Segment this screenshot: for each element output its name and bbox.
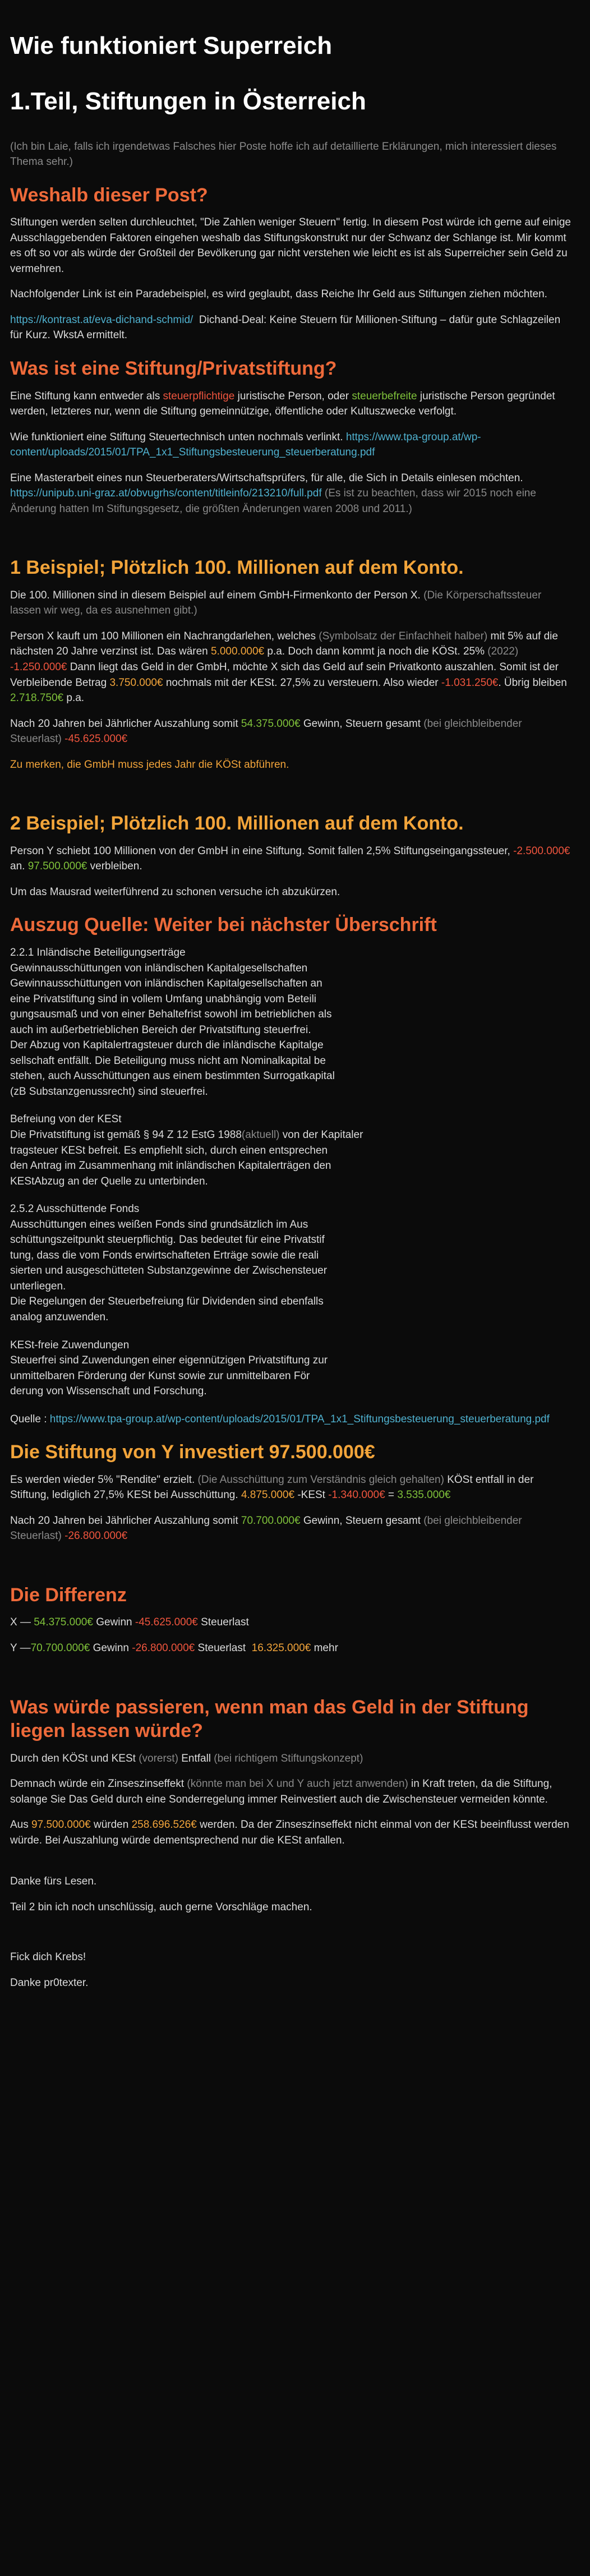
kontrast-link[interactable]: https://kontrast.at/eva-dichand-schmid/ bbox=[10, 314, 193, 326]
amount: 3.535.000€ bbox=[397, 1489, 451, 1501]
text: Wie funktioniert eine Stiftung Steuertechnisch unten nochmals verlinkt. bbox=[10, 431, 343, 443]
whatif-paragraph-2 bbox=[10, 1776, 574, 1807]
tax-exempt-label: steuerbefreite bbox=[352, 390, 417, 402]
note: (bei gleichbleibender Steuerlast) bbox=[10, 1514, 522, 1542]
invest-paragraph-2 bbox=[10, 1513, 574, 1544]
text: würden bbox=[93, 1819, 129, 1831]
what-paragraph-1 bbox=[10, 389, 574, 420]
text: nochmals mit der KESt. 27,5% zu versteuern. Also wieder bbox=[165, 676, 439, 689]
why-link-description: Dichand-Deal: Keine Steuern für Millionen-Stiftung – dafür gute Schlagzeilen für Kurz. WkstA ermittelt. bbox=[10, 314, 561, 342]
text: . Übrig bleiben bbox=[498, 676, 567, 689]
text: werden. Da der Zinseszinseffekt nicht einmal von der KESt beeinflusst werden würde. Bei Auszahlung würde dementsprechend nur die KESt anfallen. bbox=[10, 1819, 569, 1846]
amount: 3.750.000€ bbox=[109, 676, 163, 689]
text: Gewinn, Steuern gesamt bbox=[303, 1514, 421, 1527]
ex1-paragraph-2 bbox=[10, 629, 574, 706]
excerpt-block-4: KESt-freie Zuwendungen Steuerfrei sind Zuwendungen einer eigennützigen Privatstiftung zur unmittelbaren Förderung der Kunst sowie zur unmittelbaren För derung von Wissenschaft und Forschung. bbox=[10, 1339, 328, 1398]
amount: 97.500.000€ bbox=[27, 860, 87, 873]
tpa-link[interactable]: https://www.tpa-group.at/wp-content/uploads/2015/01/TPA_1x1_Stiftungsbesteuerung_steuerberatung.pdf bbox=[10, 431, 481, 459]
amount: 5.000.000€ bbox=[211, 646, 265, 658]
amount: -1.031.250€ bbox=[441, 676, 499, 689]
amount: 70.700.000€ bbox=[241, 1514, 301, 1527]
text: Person X kauft um 100 Millionen ein Nachrangdarlehen, welches bbox=[10, 630, 316, 642]
amount: -1.250.000€ bbox=[10, 661, 67, 674]
amount: 2.718.750€ bbox=[10, 692, 64, 704]
text: an. bbox=[10, 860, 25, 873]
heading-example-1: 1 Beispiel; Plötzlich 100. Millionen auf dem Konto. bbox=[10, 557, 464, 579]
text: Eine Masterarbeit eines nun Steuerberaters/Wirtschaftsprüfers, für alle, die Sich in Details einlesen möchten. bbox=[10, 472, 523, 484]
text: Durch den KÖSt und KESt bbox=[10, 1752, 136, 1764]
unipub-link[interactable]: https://unipub.uni-graz.at/obvugrhs/content/titleinfo/213210/full.pdf bbox=[10, 487, 322, 500]
heading-what-if: Was würde passieren, wenn man das Geld in der Stiftung liegen lassen würde? bbox=[10, 1696, 529, 1742]
why-link-paragraph bbox=[10, 312, 574, 343]
part-title: 1.Teil, Stiftungen in Österreich bbox=[10, 87, 366, 115]
taxable-label: steuerpflichtige bbox=[163, 390, 235, 402]
ex2-paragraph-2: Um das Mausrad weiterführend zu schonen versuche ich abzukürzen. bbox=[10, 886, 340, 898]
excerpt-block-2 bbox=[10, 1112, 574, 1189]
amount: -26.800.000€ bbox=[132, 1642, 195, 1654]
text: Es werden wieder 5% "Rendite" erzielt. bbox=[10, 1473, 195, 1486]
text: Aus bbox=[10, 1819, 29, 1831]
text: Die 100. Millionen sind in diesem Beispiel auf einem GmbH-Firmenkonto der Person X. bbox=[10, 589, 421, 601]
text: X — bbox=[10, 1616, 31, 1629]
amount: -45.625.000€ bbox=[64, 733, 128, 745]
source-link[interactable]: https://www.tpa-group.at/wp-content/uploads/2015/01/TPA_1x1_Stiftungsbesteuerung_steuerberatung.pdf bbox=[49, 1413, 550, 1425]
amount: 97.500.000€ bbox=[31, 1819, 91, 1831]
ex1-paragraph-3 bbox=[10, 716, 574, 747]
text: Gewinn bbox=[96, 1616, 132, 1629]
text: Steuerlast bbox=[201, 1616, 249, 1629]
heading-difference: Die Differenz bbox=[10, 1584, 127, 1606]
text: Entfall bbox=[181, 1752, 211, 1764]
excerpt-block-1: 2.2.1 Inländische Beteiligungserträge Gewinnausschüttungen von inländischen Kapitalgesellschaften Gewinnausschüttungen von inländischen Kapitalgesellschaften an eine Privatstiftung sind in vollem Umfang unabhängig vom Beteili gungsausmaß und von einer Behaltefrist sowohl im betrieblichen als auch im außerbetrieblichen Bereich der Privatstiftung steuerfrei. Der Abzug von Kapitalertragsteuer durch die inländische Kapitalge sellschaft entfällt. Die Beteiligung muss nicht am Nominalkapital be stehen, auch Ausschüttungen aus einem bestimmten Surrogatkapital (zB Substanzgenussrecht) sind steuerfrei. bbox=[10, 946, 335, 1098]
note: (Symbolsatz der Einfachheit halber) bbox=[319, 630, 488, 642]
why-paragraph-2: Nachfolgender Link ist ein Paradebeispiel, es wird geglaubt, dass Reiche Ihr Geld aus Stiftungen ziehen möchten. bbox=[10, 288, 547, 301]
text: mit 5% auf die nächsten 20 Jahre verzinst ist. Das wären bbox=[10, 630, 558, 658]
amount: 258.696.526€ bbox=[131, 1819, 197, 1831]
note: (aktuell) bbox=[241, 1128, 280, 1141]
amount: 16.325.000€ bbox=[251, 1642, 311, 1654]
text: KÖSt entfall in der Stiftung, lediglich 27,5% KESt bei Ausschüttung. bbox=[10, 1473, 534, 1501]
text: = bbox=[388, 1489, 395, 1501]
excerpt-source bbox=[10, 1412, 574, 1427]
text: von der Kapitaler tragsteuer KESt befreit. Es empfiehlt sich, durch einen entsprechen den Antrag im Zusammenhang mit inländischen Kapitalerträgen den KEStAbzug an der Quelle zu unterbinden. bbox=[10, 1128, 363, 1187]
text: Y — bbox=[10, 1642, 31, 1654]
diff-row-y bbox=[10, 1640, 574, 1656]
text: Person Y schiebt 100 Millionen von der GmbH in eine Stiftung. Somit fallen 2,5% Stiftungseingangssteuer, bbox=[10, 845, 510, 857]
text: juristische Person gegründet werden, letzteres nur, wenn die Stiftung gemeinnützige, öffentliche oder Kultuszwecke verfolgt. bbox=[10, 390, 555, 418]
text: mehr bbox=[314, 1642, 338, 1654]
closing-part2: Teil 2 bin ich noch unschlüssig, auch gerne Vorschläge machen. bbox=[10, 1901, 312, 1913]
text: Befreiung von der KESt Die Privatstiftung ist gemäß § 94 Z 12 EstG 1988 bbox=[10, 1113, 242, 1141]
amount: -2.500.000€ bbox=[513, 845, 570, 857]
text: p.a. bbox=[66, 692, 85, 704]
text: Steuerlast bbox=[197, 1642, 246, 1654]
text: Gewinn bbox=[93, 1642, 129, 1654]
amount: -1.340.000€ bbox=[328, 1489, 385, 1501]
note: (könnte man bei X und Y auch jetzt anwenden) bbox=[187, 1778, 408, 1790]
amount: 54.375.000€ bbox=[241, 717, 301, 730]
amount: 4.875.000€ bbox=[241, 1489, 295, 1501]
heading-invest: Die Stiftung von Y investiert 97.500.000€ bbox=[10, 1441, 375, 1463]
page-title: Wie funktioniert Superreich bbox=[10, 32, 333, 59]
note: (bei richtigem Stiftungskonzept) bbox=[214, 1752, 363, 1764]
ex2-paragraph-1 bbox=[10, 844, 574, 874]
whatif-paragraph-3 bbox=[10, 1817, 574, 1848]
text: Gewinn, Steuern gesamt bbox=[303, 717, 421, 730]
text: Nach 20 Jahren bei Jährlicher Auszahlung somit bbox=[10, 717, 238, 730]
intro-note: (Ich bin Laie, falls ich irgendetwas Falsches hier Poste hoffe ich auf detaillierte Erklärungen, mich interessiert dieses Thema sehr.) bbox=[10, 140, 557, 168]
what-paragraph-2 bbox=[10, 430, 574, 460]
closing-danke: Danke pr0texter. bbox=[10, 1976, 89, 1989]
diff-row-x bbox=[10, 1615, 574, 1630]
note: (Die Körperschaftssteuer lassen wir weg, da es ausnehmen gibt.) bbox=[10, 589, 542, 617]
note: (Es ist zu beachten, dass wir 2015 noch eine Änderung hatten Im Stiftungsgesetz, die größten Änderungen waren 2008 und 2011.) bbox=[10, 487, 536, 515]
text: verbleiben. bbox=[90, 860, 142, 873]
note: (Die Ausschüttung zum Verständnis gleich gehalten) bbox=[197, 1473, 444, 1486]
whatif-paragraph-1 bbox=[10, 1751, 574, 1767]
text: -KESt bbox=[297, 1489, 325, 1501]
what-paragraph-3 bbox=[10, 471, 574, 517]
ex1-warning: Zu merken, die GmbH muss jedes Jahr die KÖSt abführen. bbox=[10, 758, 289, 771]
heading-what: Was ist eine Stiftung/Privatstiftung? bbox=[10, 358, 337, 380]
text: Eine Stiftung kann entweder als bbox=[10, 390, 163, 402]
text: Dann liegt das Geld in der GmbH, möchte X sich das Geld auf sein Privatkonto auszahlen. Somit ist der Verbleibende Betrag bbox=[10, 661, 559, 689]
invest-paragraph-1 bbox=[10, 1472, 574, 1503]
text: p.a. Doch dann kommt ja noch die KÖSt. 25% bbox=[267, 646, 485, 658]
text: juristische Person, oder bbox=[234, 390, 352, 402]
note: (bei gleichbleibender Steuerlast) bbox=[10, 717, 522, 745]
text: Quelle : bbox=[10, 1413, 50, 1425]
excerpt-block-3: 2.5.2 Ausschüttende Fonds Ausschüttungen eines weißen Fonds sind grundsätzlich im Aus schüttungszeitpunkt steuerpflichtig. Das bedeutet für eine Privatstif tung, dass die vom Fonds erwirtschafteten Erträge sowie die reali sierten und ausgeschütteten Substanzgewinne der Zwischensteuer unterliegen. Die Regelungen der Steuerbefreiung für Dividenden sind ebenfalls analog anzuwenden. bbox=[10, 1203, 328, 1323]
note: (2022) bbox=[487, 646, 519, 658]
heading-example-2: 2 Beispiel; Plötzlich 100. Millionen auf dem Konto. bbox=[10, 813, 464, 835]
note: (vorerst) bbox=[139, 1752, 178, 1764]
why-paragraph-1: Stiftungen werden selten durchleuchtet, "Die Zahlen weniger Steuern" fertig. In diesem Post würde ich gerne auf einige Ausschlaggebenden Faktoren eingehen weshalb das Stiftungskonstrukt nur der Schwanz der Schlange ist. Mir kommt es oft so vor als würde der Großteil der Bevölkerung gar nicht verstehen wie leicht es ist als Superreicher sein Geld zu vermehren. bbox=[10, 216, 571, 275]
amount: -26.800.000€ bbox=[64, 1530, 128, 1542]
text: Demnach würde ein Zinseszinseffekt bbox=[10, 1778, 185, 1790]
heading-why: Weshalb dieser Post? bbox=[10, 184, 208, 206]
text: Nach 20 Jahren bei Jährlicher Auszahlung somit bbox=[10, 1514, 238, 1527]
amount: 54.375.000€ bbox=[34, 1616, 93, 1629]
amount: 70.700.000€ bbox=[30, 1642, 90, 1654]
closing-thanks: Danke fürs Lesen. bbox=[10, 1875, 97, 1888]
amount: -45.625.000€ bbox=[135, 1616, 198, 1629]
closing-krebs: Fick dich Krebs! bbox=[10, 1951, 86, 1964]
ex1-paragraph-1 bbox=[10, 588, 574, 619]
text: in Kraft treten, da die Stiftung, solange Sie Das Geld durch eine Sonderregelung immer Reinvestiert auch die Zwischensteuer vermeiden könnte. bbox=[10, 1778, 552, 1805]
heading-excerpt: Auszug Quelle: Weiter bei nächster Überschrift bbox=[10, 914, 437, 936]
